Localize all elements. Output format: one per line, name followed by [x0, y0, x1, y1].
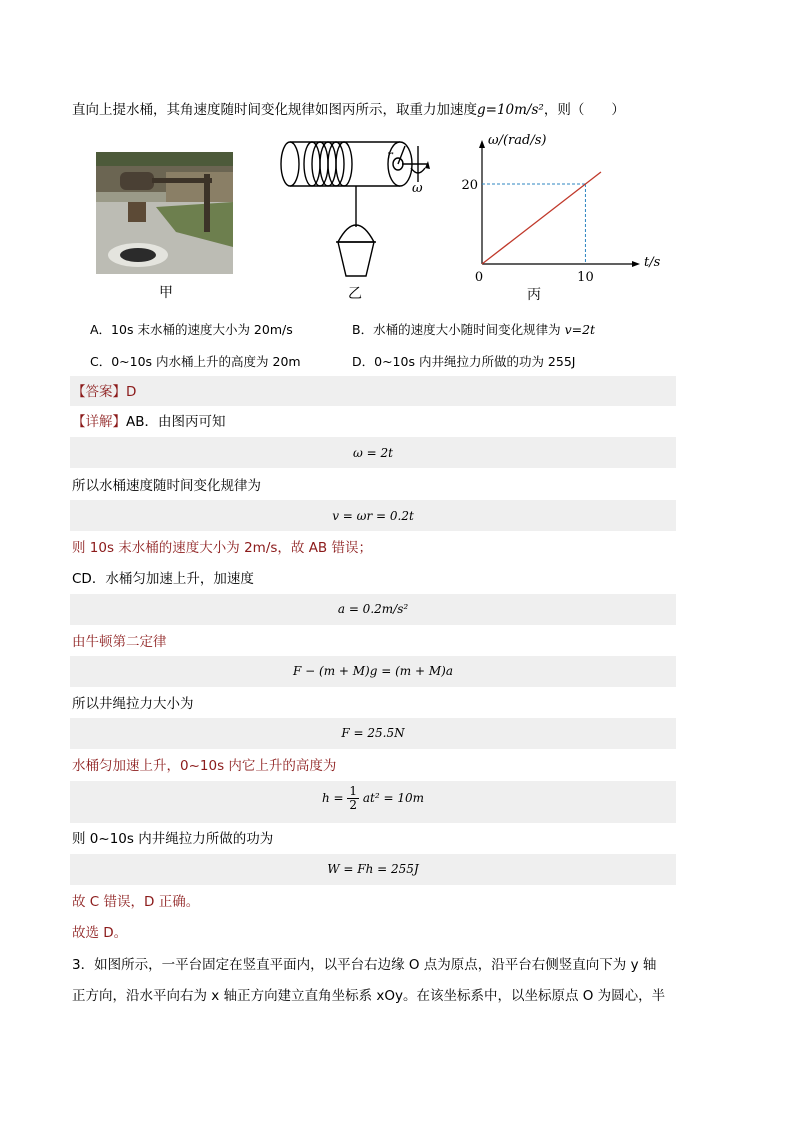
detail-text-8: 则 0~10s 内井绳拉力所做的功为: [72, 831, 274, 847]
detail-label: 【详解】: [72, 414, 126, 430]
detail-text-7: 水桶匀加速上升，0~10s 内它上升的高度为: [72, 758, 337, 774]
detail-text-6: 所以井绳拉力大小为: [72, 696, 194, 712]
detail-text-10: 故选 D。: [72, 925, 128, 941]
eq6-right: at² = 10m: [362, 791, 425, 805]
detail-text-9: 故 C 错误，D 正确。: [72, 894, 200, 910]
detail-text-4: CD．水桶匀加速上升，加速度: [72, 571, 254, 587]
equation-work: W = Fh = 255J: [327, 862, 419, 876]
option-b-text: B．水桶的速度大小随时间变化规律为: [352, 322, 565, 337]
windlass-diagram: [278, 134, 438, 280]
equation-height: [70, 785, 676, 812]
eq6-denominator: 2: [349, 798, 358, 812]
eq6-fraction: [347, 785, 359, 812]
x-tick-label: 0: [474, 270, 484, 285]
q3-line-2: 正方向，沿水平向右为 x 轴正方向建立直角坐标系 xOy。在该坐标系中，以坐标原点 O 为圆心，半: [72, 988, 666, 1004]
y-tick-label: 20: [461, 178, 478, 193]
omega-label: ω: [412, 181, 423, 196]
equation-force: F = 25.5N: [341, 726, 405, 740]
equation-acceleration: a = 0.2m/s²: [337, 602, 409, 616]
y-axis-arrow: [479, 140, 485, 148]
omega-time-chart: [461, 133, 661, 285]
option-b-expr: v=2t: [564, 322, 596, 337]
question-stem: [72, 100, 625, 120]
option-a: A．10s 末水桶的速度大小为 20m/s: [90, 322, 293, 337]
eq6-left: h =: [321, 791, 344, 805]
option-b: [352, 320, 595, 338]
stem-suffix: ，则（ ）: [543, 102, 625, 118]
detail-intro: [72, 412, 226, 432]
y-axis-label: ω/(rad/s): [488, 133, 547, 148]
answer-line: [72, 382, 136, 402]
answer-shade: [70, 376, 676, 406]
eq6-numerator: 1: [349, 784, 358, 798]
x-tick-label: 10: [577, 270, 594, 285]
x-axis-arrow: [632, 261, 640, 267]
well-photo: [96, 152, 233, 274]
radius-label: r: [387, 148, 393, 162]
detail-text-2: 所以水桶速度随时间变化规律为: [72, 478, 261, 494]
detail-text-3: 则 10s 末水桶的速度大小为 2m/s，故 AB 错误；: [72, 540, 372, 556]
option-c: C．0~10s 内水桶上升的高度为 20m: [90, 354, 301, 369]
detail-ab-intro: AB．由图丙可知: [126, 414, 226, 430]
detail-text-5: 由牛顿第二定律: [72, 634, 167, 650]
figure-jia-caption: 甲: [159, 285, 173, 301]
stem-prefix: 直向上提水桶，其角速度随时间变化规律如图丙所示，取重力加速度: [72, 102, 477, 118]
answer-label: 【答案】: [72, 384, 126, 400]
equation-velocity: v = ωr = 0.2t: [332, 509, 414, 523]
gravity-expression: g=10m/s²: [477, 102, 544, 118]
omega-series-line: [482, 172, 601, 264]
equation-newton: F − (m + M)g = (m + M)a: [293, 664, 453, 678]
q3-line-1: 3．如图所示，一平台固定在竖直平面内，以平台右边缘 O 点为原点，沿平台右侧竖直向下为 y 轴: [72, 957, 657, 973]
figure-yi-caption: 乙: [348, 286, 362, 302]
figure-bing-caption: 丙: [527, 287, 541, 303]
option-d: D．0~10s 内井绳拉力所做的功为 255J: [352, 354, 576, 369]
answer-value: D: [126, 384, 137, 400]
equation-omega: ω = 2t: [353, 446, 393, 460]
x-axis-label: t/s: [644, 255, 661, 270]
